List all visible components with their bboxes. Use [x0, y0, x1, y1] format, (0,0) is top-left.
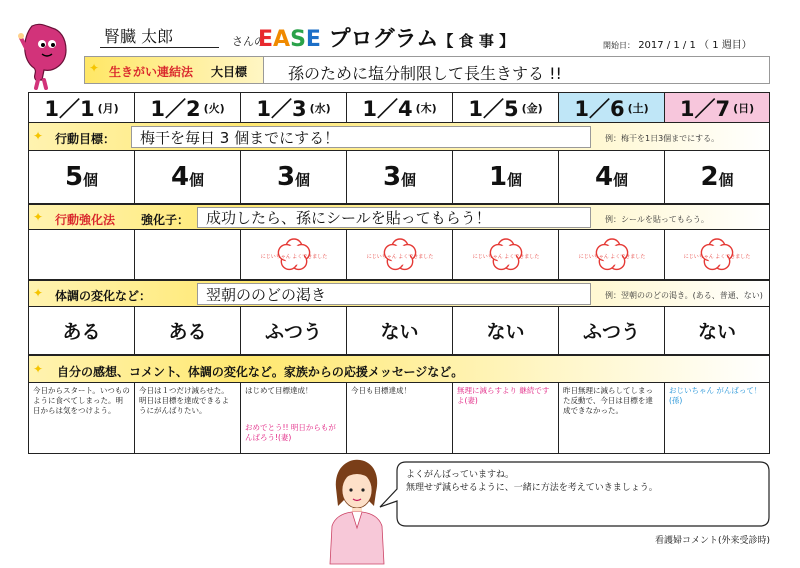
count-value: 4 [170, 162, 190, 192]
sparkle-icon: ✦ [33, 129, 44, 143]
condition-value: ある [62, 321, 101, 343]
title-ease: EASE [258, 27, 321, 52]
count-unit: 個 [189, 171, 205, 189]
reinforcement-band [29, 204, 769, 230]
count-cell[interactable] [347, 151, 453, 203]
nurse-comment-line2: 無理せず減らせるように、一緒に方法を考えていきましょう。 [406, 483, 658, 493]
condition-cell[interactable] [665, 307, 769, 354]
count-cell[interactable] [29, 151, 135, 203]
title-program: プログラム [328, 27, 439, 52]
day-weekday: (土) [627, 101, 649, 115]
count-cell[interactable] [241, 151, 347, 203]
comment-cell[interactable] [135, 383, 241, 453]
kidney-mascot-icon [20, 20, 74, 90]
condition-label: 体調の変化など： [55, 289, 152, 303]
condition-value: ふつう [582, 321, 640, 343]
comment-text: 今日も目標達成！ [351, 386, 411, 395]
comment-cell[interactable] [241, 383, 347, 453]
condition-text: 翌朝ののどの渇き [206, 285, 327, 304]
count-cell[interactable] [665, 151, 769, 203]
stamp-cell[interactable] [347, 230, 453, 279]
day-header-7 [665, 93, 769, 122]
comment-cell[interactable] [559, 383, 665, 453]
condition-cell[interactable] [135, 307, 241, 354]
day-weekday: (木) [415, 101, 437, 115]
day-date: 1／7 [679, 96, 731, 121]
day-header-2 [135, 93, 241, 122]
flower-stamp-icon [578, 237, 645, 273]
condition-band [29, 280, 769, 307]
reinforcement-label: 行動強化法 [55, 213, 116, 227]
comment-cell[interactable] [347, 383, 453, 453]
condition-cell[interactable] [559, 307, 665, 354]
start-date-label: 開始日： [603, 41, 635, 50]
day-date: 1／4 [362, 96, 413, 121]
count-unit: 個 [83, 171, 99, 189]
comment-text: 今日からスタート。いつものように食べてしまった。明日からは気をつけよう。 [33, 386, 130, 415]
count-value: 1 [488, 162, 508, 192]
count-row [29, 151, 769, 204]
count-value: 2 [700, 162, 719, 192]
comment-cell[interactable] [453, 383, 559, 453]
day-header-4 [347, 93, 453, 122]
san-no-label: さんの [232, 35, 265, 48]
program-title [258, 22, 514, 53]
title-category: 【 食 事 】 [438, 32, 515, 50]
comment-family-message: おめでとう!! 明日からもがんばろう!(妻) [245, 423, 336, 442]
stamp-cell[interactable] [665, 230, 769, 279]
day-header-3 [241, 93, 347, 122]
day-weekday: (日) [733, 101, 755, 115]
stamp-cell[interactable] [241, 230, 347, 279]
count-cell[interactable] [453, 151, 559, 203]
flower-stamp-icon [683, 237, 751, 273]
goal-text: 孫のために塩分制限して長生きする !! [288, 64, 562, 83]
behavior-goal-input[interactable] [131, 126, 591, 148]
goal-sub-label: 大目標 [211, 65, 248, 79]
flower-stamp-icon [472, 237, 539, 273]
day-weekday: (火) [203, 101, 225, 115]
comment-text: おじいちゃん がんばって！(孫) [669, 386, 762, 405]
stamp-row [29, 230, 769, 280]
condition-value: ない [380, 321, 419, 343]
comment-row [29, 383, 769, 453]
goal-label: 生きがい連結法 [109, 65, 194, 79]
count-value: 4 [594, 162, 614, 192]
count-unit: 個 [507, 171, 523, 189]
condition-value: ふつう [264, 321, 322, 343]
count-value: 3 [276, 162, 296, 192]
reinforcement-text: 成功したら、孫にシールを貼ってもらう！ [206, 209, 491, 227]
count-unit: 個 [718, 171, 734, 189]
behavior-goal-band [29, 122, 769, 151]
day-weekday: (水) [309, 101, 331, 115]
day-header-6 [559, 93, 665, 122]
comments-label: 自分の感想、コメント、体調の変化など。家族からの応援メッセージなど。 [57, 365, 464, 379]
comments-band [29, 355, 769, 383]
condition-input[interactable] [197, 283, 591, 305]
sparkle-icon: ✦ [33, 362, 44, 376]
stamp-text: にじいちゃん よくできました [260, 253, 327, 260]
sparkle-icon: ✦ [33, 210, 44, 224]
start-day: 1 [689, 40, 696, 51]
condition-cell[interactable] [347, 307, 453, 354]
comment-cell[interactable] [665, 383, 769, 453]
day-date: 1／1 [44, 96, 95, 121]
nurse-comment-line1: よくがんばっていますね。 [406, 470, 515, 480]
day-date: 1／3 [256, 96, 307, 121]
count-cell[interactable] [559, 151, 665, 203]
count-unit: 個 [613, 171, 629, 189]
condition-row [29, 307, 769, 355]
condition-cell[interactable] [29, 307, 135, 354]
stamp-text: にじいちゃん よくできました [683, 253, 751, 260]
sparkle-icon: ✦ [89, 61, 100, 75]
goal-label-box [84, 56, 264, 84]
count-value: 5 [64, 162, 84, 192]
day-header-5 [453, 93, 559, 122]
day-weekday: (金) [521, 101, 543, 115]
day-date: 1／2 [150, 96, 201, 121]
patient-name [100, 24, 219, 48]
nurse-speech-bubble [378, 461, 770, 527]
stamp-cell[interactable] [453, 230, 559, 279]
start-date: 開始日： 2017 / 1 / 1 （ 1 週目） [603, 40, 752, 51]
stamp-cell[interactable] [559, 230, 665, 279]
condition-cell[interactable] [241, 307, 347, 354]
reinforcement-sub-label: 強化子： [141, 213, 190, 227]
condition-value: ない [486, 321, 525, 343]
stamp-text: にじいちゃん よくできました [578, 253, 645, 260]
day-weekday: (月) [97, 101, 119, 115]
flower-stamp-icon [260, 237, 327, 273]
stamp-text: にじいちゃん よくできました [366, 253, 433, 260]
stamp-cell[interactable] [29, 230, 135, 279]
stamp-text: にじいちゃん よくできました [472, 253, 539, 260]
comment-text: 今日は１つだけ減らせた。明日は目標を達成できるようにがんばりたい。 [139, 386, 229, 415]
condition-value: ある [168, 321, 207, 343]
stamp-cell[interactable] [135, 230, 241, 279]
condition-example: 例：翌朝ののどの渇き。(ある、普通、ない) [605, 291, 763, 300]
comment-cell[interactable] [29, 383, 135, 453]
comment-text: 無理に減らすより 継続ですよ(妻) [457, 386, 550, 405]
week-label: （ 1 週目） [699, 40, 752, 51]
nurse-caption: 看護婦コメント(外来受診時) [655, 536, 771, 546]
patient-name-text: 腎臓 太郎 [104, 27, 174, 46]
reinforcement-example: 例：シールを貼ってもらう。 [605, 215, 709, 224]
behavior-goal-text: 梅干を毎日 3 個までにする！ [140, 128, 340, 147]
start-year: 2017 [638, 40, 664, 51]
count-unit: 個 [401, 171, 417, 189]
day-date: 1／6 [574, 96, 625, 121]
comment-text: はじめて目標達成！ [245, 386, 313, 395]
behavior-goal-example: 例：梅干を1日3個までにする。 [605, 134, 720, 143]
sparkle-icon: ✦ [33, 286, 44, 300]
flower-stamp-icon [366, 237, 433, 273]
behavior-goal-label: 行動目標： [55, 132, 116, 146]
reinforcement-input[interactable] [197, 207, 591, 228]
day-date: 1／5 [468, 96, 519, 121]
start-month: 1 [673, 40, 680, 51]
goal-text-box [264, 56, 770, 84]
day-header-1 [29, 93, 135, 122]
comment-text: 昨日無理に減らしてしまった反動で、今日は目標を達成できなかった。 [563, 386, 653, 415]
condition-cell[interactable] [453, 307, 559, 354]
count-value: 3 [382, 162, 402, 192]
condition-value: ない [697, 321, 736, 343]
count-unit: 個 [295, 171, 311, 189]
count-cell[interactable] [135, 151, 241, 203]
